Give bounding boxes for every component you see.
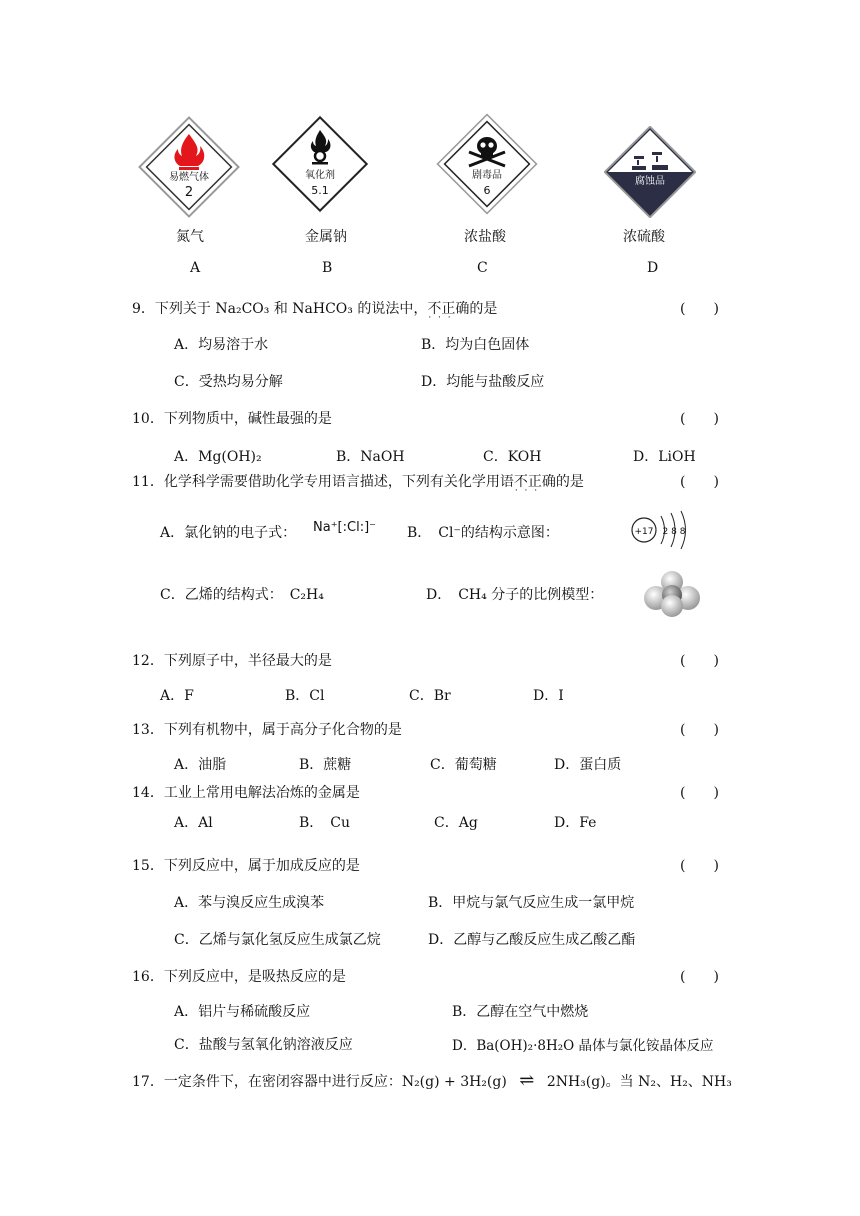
q15-option-d: D．乙醇与乙酸反应生成乙酸乙酯 [428, 932, 636, 948]
q12-option-c: C．Br [409, 688, 451, 704]
answer-paren: ( ) [680, 858, 719, 874]
sign-text: 腐蚀品 [635, 176, 665, 187]
answer-paren: ( ) [680, 474, 719, 490]
sign-text: 易燃气体 [169, 172, 209, 183]
option-letter-b: B [322, 260, 333, 276]
methane-space-filling-model [642, 568, 702, 618]
question-16: 16．下列反应中，是吸热反应的是 [132, 969, 346, 985]
q9-option-d: D．均能与盐酸反应 [421, 374, 545, 390]
q12-option-a: A．F [160, 688, 194, 704]
q11-option-a: A．氯化钠的电子式： [160, 525, 297, 541]
q11-option-b: B． Cl⁻的结构示意图： [407, 525, 559, 541]
answer-paren: ( ) [680, 653, 719, 669]
q16-option-d: D．Ba(OH)₂·8H₂O 晶体与氯化铵晶体反应 [452, 1038, 714, 1054]
q14-option-c: C．Ag [434, 815, 478, 831]
q13-option-c: C．葡萄糖 [430, 757, 497, 773]
q13-option-a: A．油脂 [174, 757, 227, 773]
substance-label-b: 金属钠 [305, 229, 347, 245]
corrosive-sign [604, 126, 696, 218]
q10-option-c: C．KOH [483, 449, 542, 465]
sign-num: 2 [184, 185, 194, 200]
sign-num: 6 [483, 184, 491, 197]
question-13: 13．下列有机物中，属于高分子化合物的是 [132, 722, 402, 738]
question-14: 14．工业上常用电解法冶炼的金属是 [132, 785, 360, 801]
option-letter-a: A [190, 260, 201, 276]
toxic-sign [435, 112, 539, 216]
sign-text: 剧毒品 [472, 170, 502, 181]
option-letter-d: D [647, 260, 659, 276]
question-12: 12．下列原子中，半径最大的是 [132, 653, 332, 669]
substance-label-d: 浓硫酸 [623, 229, 665, 245]
chloride-ion-structure-diagram [628, 510, 692, 550]
q14-option-d: D．Fe [554, 815, 597, 831]
q15-option-a: A．苯与溴反应生成溴苯 [174, 895, 325, 911]
q12-option-b: B．Cl [285, 688, 325, 704]
q9-option-a: A．均易溶于水 [174, 337, 269, 353]
answer-paren: ( ) [680, 411, 719, 427]
sign-num: 5.1 [311, 184, 329, 197]
q12-option-d: D．I [533, 688, 564, 704]
q10-option-d: D．LiOH [633, 449, 696, 465]
question-9: 9．下列关于 Na₂CO₃ 和 NaHCO₃ 的说法中，不正确 · · ·的是 [132, 298, 497, 318]
nacl-electron-formula: Na⁺[:Cl:]⁻ [313, 520, 377, 535]
option-letter-c: C [477, 260, 488, 276]
answer-paren: ( ) [680, 301, 719, 317]
q13-option-b: B．蔗糖 [299, 757, 352, 773]
question-10: 10．下列物质中，碱性最强的是 [132, 411, 332, 427]
q16-option-a: A．铝片与稀硫酸反应 [174, 1004, 311, 1020]
equilibrium-arrow-icon: ⇌ [519, 1070, 535, 1091]
q16-option-b: B．乙醇在空气中燃烧 [452, 1004, 589, 1020]
answer-paren: ( ) [680, 785, 719, 801]
q14-option-a: A．Al [174, 815, 213, 831]
question-17: 17．一定条件下，在密闭容器中进行反应：N₂(g) + 3H₂(g) ⇌ 2NH₃(g)。当 N₂、H₂、NH₃ [132, 1070, 732, 1091]
q13-option-d: D．蛋白质 [554, 757, 622, 773]
q9-option-c: C．受热均易分解 [174, 374, 283, 390]
svg-text:+17: +17 [634, 527, 654, 537]
question-11: 11．化学科学需要借助化学专用语言描述，下列有关化学用语不正确 · · ·的是 [132, 471, 584, 491]
q9-option-b: B．均为白色固体 [421, 337, 530, 353]
substance-label-c: 浓盐酸 [464, 229, 506, 245]
q16-option-c: C．盐酸与氢氧化钠溶液反应 [174, 1037, 353, 1053]
answer-paren: ( ) [680, 722, 719, 738]
q10-option-b: B．NaOH [336, 449, 405, 465]
sign-text: 氧化剂 [305, 170, 335, 181]
q11-option-d: D． CH₄ 分子的比例模型： [426, 587, 604, 603]
q14-option-b: B． Cu [299, 815, 351, 831]
q15-option-b: B．甲烷与氯气反应生成一氯甲烷 [428, 895, 635, 911]
q15-option-c: C．乙烯与氯化氢反应生成氯乙烷 [174, 932, 381, 948]
oxidizer-sign [272, 116, 368, 212]
answer-paren: ( ) [680, 969, 719, 985]
q10-option-a: A．Mg(OH)₂ [174, 449, 262, 465]
question-15: 15．下列反应中，属于加成反应的是 [132, 858, 360, 874]
svg-text:2 8 8: 2 8 8 [662, 527, 686, 537]
flammable-gas-sign [138, 116, 240, 218]
substance-label-a: 氮气 [176, 229, 204, 245]
q11-option-c: C．乙烯的结构式： C₂H₄ [160, 587, 324, 603]
